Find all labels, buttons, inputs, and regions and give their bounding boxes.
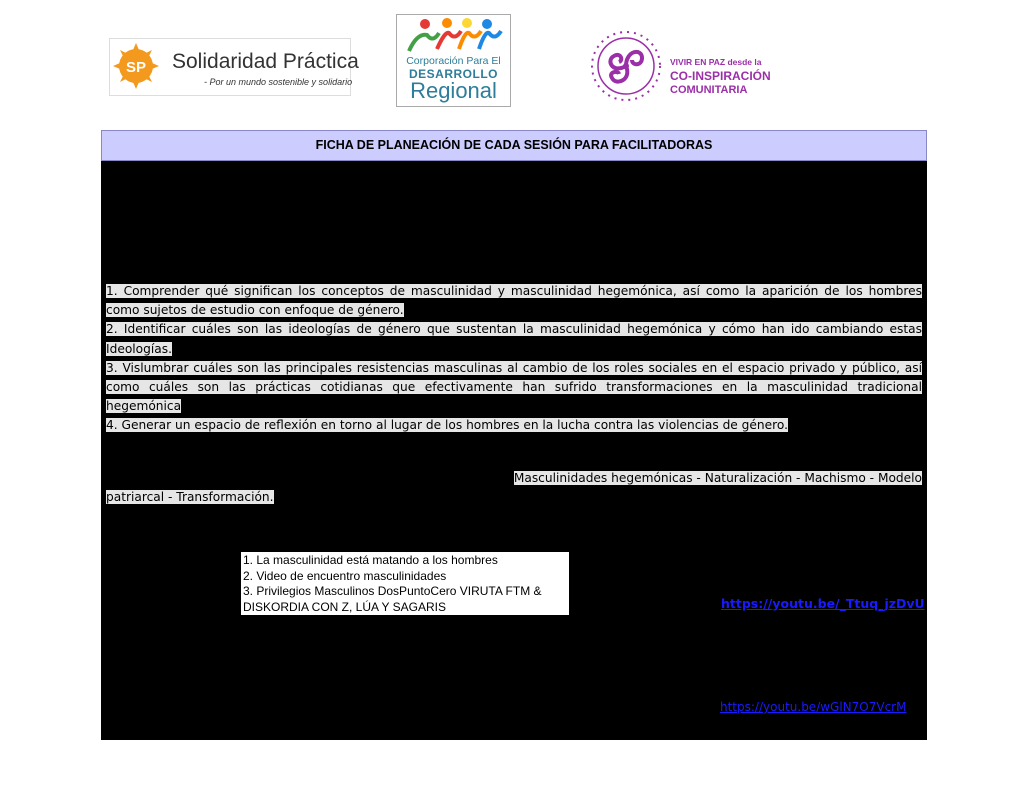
vivir-en-paz-logo — [586, 26, 791, 108]
solidaridad-practica-logo — [109, 38, 359, 96]
corporacion-desarrollo-regional-logo — [396, 14, 511, 107]
people-figures-icon — [403, 17, 503, 57]
video-link-2[interactable]: https://youtu.be/wGlN7O7VcrM — [720, 700, 907, 714]
keywords-line2: patriarcal - Transformación. — [106, 490, 274, 505]
sp-tagline: - Por un mundo sostenible y solidario — [204, 77, 353, 87]
sp-sun-icon — [113, 43, 159, 89]
triskelion-icon — [586, 26, 666, 106]
vp-line1: VIVIR EN PAZ desde la — [670, 57, 762, 67]
video-link-1[interactable]: https://youtu.be/_Ttuq_jzDvU — [721, 596, 925, 611]
objective-item — [106, 359, 922, 417]
document-page — [101, 14, 927, 740]
page-title: FICHA DE PLANEACIÓN DE CADA SESIÓN PARA FACILITADORAS — [101, 130, 927, 161]
objectives-list — [106, 282, 922, 436]
resource-item: 1. La masculinidad está matando a los hombres — [243, 553, 498, 567]
objective-text: 1. Comprender qué significan los conceptos de masculinidad y masculinidad hegemónica, así como la aparición de los hombres como sujetos de estudio con enfoque de género. — [106, 284, 922, 318]
objective-text: 3. Vislumbrar cuáles son las principales resistencias masculinas al cambio de los roles sociales en el espacio privado y público, así como cuáles son las prácticas cotidianas que efectivamente han sufrido transformaciones en la masculinidad tradicional hegemónica — [106, 360, 922, 414]
cdr-line3: Regional — [410, 78, 497, 103]
objective-item — [106, 282, 922, 320]
objective-item — [106, 320, 922, 358]
keywords — [106, 469, 922, 507]
sp-initials: SP — [125, 59, 147, 76]
objective-text: 4. Generar un espacio de reflexión en torno al lugar de los hombres en la lucha contra las violencias de género. — [106, 418, 788, 433]
resource-item: DISKORDIA CON Z, LÚA Y SAGARIS — [243, 599, 446, 614]
cdr-line1: Corporación Para El — [406, 55, 501, 67]
vp-line2: CO-INSPIRACIÓN — [670, 69, 771, 83]
cdr-line2: DESARROLLO — [409, 67, 498, 81]
vp-line3: COMUNITARIA — [670, 84, 748, 96]
objective-item — [106, 416, 922, 435]
resources-list — [241, 552, 569, 615]
logo-header — [101, 14, 927, 130]
objective-text: 2. Identificar cuáles son las ideologías de género que sustentan la masculinidad hegemónica y cómo han ido cambiando estas Ideologías. — [106, 322, 922, 356]
keywords-line1: Masculinidades hegemónicas - Naturalización - Machismo - Modelo — [513, 471, 922, 485]
resource-item: 2. Video de encuentro masculinidades — [243, 568, 447, 583]
sp-name: Solidaridad Práctica — [172, 50, 359, 73]
resource-item: 3. Privilegios Masculinos DosPuntoCero VIRUTA FTM & — [243, 584, 542, 598]
